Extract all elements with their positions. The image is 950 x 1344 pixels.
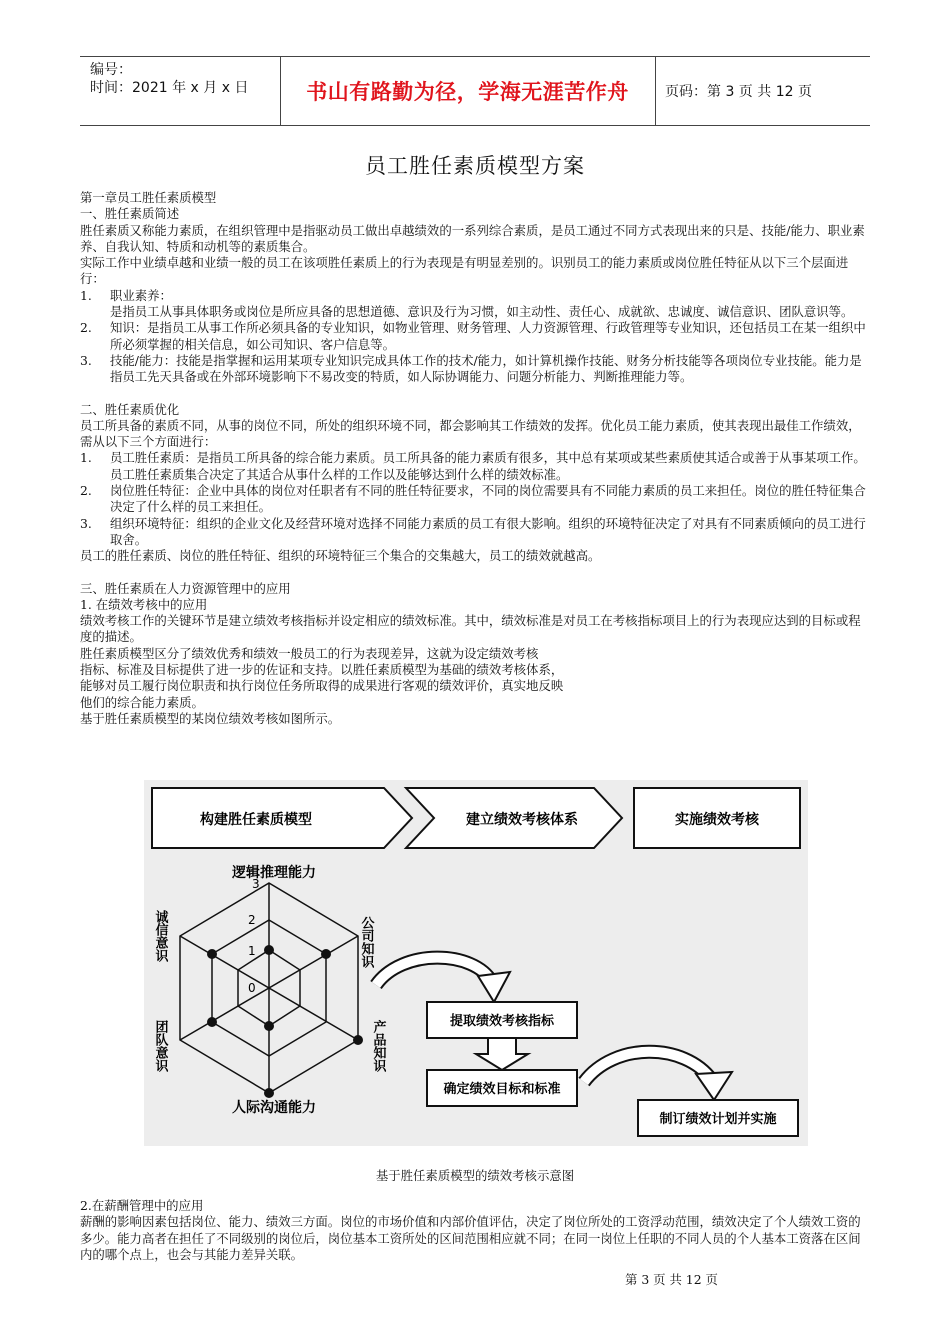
radar-scale-1: 1	[248, 944, 256, 958]
list-number: 3.	[80, 352, 92, 368]
diagram-canvas	[144, 780, 808, 1146]
radar-scale-3: 3	[252, 877, 260, 891]
list-item	[80, 516, 872, 549]
list-number: 1.	[80, 287, 92, 303]
paragraph: 实际工作中业绩卓越和业绩一般的员工在该项胜任素质上的行为表现是有明显差别的。识别员工的能力素质或岗位胜任特征从以下三个层面进行：	[80, 255, 849, 287]
header-divider	[655, 57, 656, 125]
list-detail: 是指员工从事具体职务或岗位是所应具备的思想道德、意识及行为习惯，如主动性、责任心、成就欲、忠诚度、诚信意识、团队意识等。	[110, 304, 854, 320]
paragraph: 胜任素质又称能力素质，在组织管理中是指驱动员工做出卓越绩效的一系列综合素质，是员工通过不同方式表现出来的只是、技能/能力、职业素养、自我认知、特质和动机等的素质集合。	[80, 222, 865, 254]
radar-scale-0: 0	[248, 981, 256, 995]
list-text: 职业素养：	[110, 287, 172, 303]
sub-heading: 2.在薪酬管理中的应用	[80, 1198, 204, 1213]
list-text: 技能/能力：技能是指掌握和运用某项专业知识完成具体工作的技术/能力，如计算机操作技能、财务分析技能等各项岗位专业技能。能力是指员工先天具备或在外部环境影响下不易改变的特质，如人际协调能力、问题分析能力、判断推理能力等。	[110, 352, 862, 385]
list-number: 1.	[80, 450, 92, 466]
text-line: 能够对员工履行岗位职责和执行岗位任务所取得的成果进行客观的绩效评价，真实地反映	[80, 678, 564, 694]
list-item	[80, 353, 872, 386]
list-text: 岗位胜任特征：企业中具体的岗位对任职者有不同的胜任特征要求，不同的岗位需要具有不同能力素质的员工来担任。岗位的胜任特征集合决定了什么样的员工来担任。	[110, 483, 866, 515]
header-page-label: 页码：第 3 页 共 12 页	[665, 84, 812, 100]
radar-scale-2: 2	[248, 913, 256, 927]
document-title: 员工胜任素质模型方案	[365, 154, 585, 178]
section-heading: 二、胜任素质优化	[80, 401, 180, 417]
chapter-heading: 第一章员工胜任素质模型	[80, 190, 217, 205]
code-label: 编号：	[90, 62, 132, 78]
radar-axis-left-upper: 诚信意识	[152, 910, 168, 962]
box-set-targets-label: 确定绩效目标和标准	[443, 1082, 561, 1097]
list-text: 组织环境特征：组织的企业文化及经营环境对选择不同能力素质的员工有很大影响。组织的环境特征决定了对具有不同素质倾向的员工进行取舍。	[110, 515, 866, 547]
sub-heading: 1. 在绩效考核中的应用	[80, 596, 208, 612]
list-item	[80, 288, 872, 304]
list-number: 2.	[80, 483, 92, 499]
figure-caption: 基于胜任素质模型的绩效考核示意图	[375, 1168, 575, 1183]
list-item	[80, 450, 872, 483]
list-number: 3.	[80, 515, 92, 531]
time-label: 时间：2021 年 x 月 x 日	[90, 80, 249, 96]
page-header	[80, 56, 870, 126]
performance-diagram	[144, 780, 808, 1146]
paragraph: 绩效考核工作的关键环节是建立绩效考核指标并设定相应的绩效标准。其中，绩效标准是对员工在考核指标项目上的行为表现应达到的目标或程度的描述。	[80, 613, 861, 645]
radar-axis-bottom: 人际沟通能力	[232, 1100, 316, 1116]
document-body	[80, 190, 872, 727]
list-item	[80, 320, 872, 353]
section-heading: 三、胜任素质在人力资源管理中的应用	[80, 580, 291, 596]
document-body-continued	[80, 1198, 872, 1263]
header-motto: 书山有路勤为径，学海无涯苦作舟	[306, 80, 629, 104]
flow-step-3-label: 实施绩效考核	[675, 812, 759, 828]
list-text: 知识：是指员工从事工作所必须具备的专业知识，如物业管理、财务管理、人力资源管理、行政管理等专业知识，还包括员工在某一组织中所必须掌握的相关信息，如公司知识、客户信息等。	[110, 320, 866, 352]
text-line: 指标、标准及目标提供了进一步的佐证和支持。以胜任素质模型为基础的绩效考核体系，	[80, 662, 564, 678]
flow-step-2-label: 建立绩效考核体系	[466, 812, 578, 828]
box-implement-plan-label: 制订绩效计划并实施	[659, 1112, 777, 1127]
list-text: 员工胜任素质：是指员工所具备的综合能力素质。员工所具备的能力素质有很多，其中总有某项或某些素质使其适合或善于从事某项工作。员工胜任素质集合决定了其适合从事什么样的工作以及能够达到什么样的绩效标准。	[110, 450, 866, 482]
text-line: 胜任素质模型区分了绩效优秀和绩效一般员工的行为表现差异，这就为设定绩效考核	[80, 645, 539, 661]
header-meta	[90, 61, 248, 97]
box-extract-indicators-label: 提取绩效考核指标	[449, 1014, 555, 1029]
paragraph: 员工所具备的素质不同，从事的岗位不同，所处的组织环境不同，都会影响其工作绩效的发挥。优化员工能力素质，使其表现出最佳工作绩效，需从以下三个方面进行：	[80, 417, 861, 450]
text-line: 基于胜任素质模型的某岗位绩效考核如图所示。	[80, 710, 341, 726]
flow-step-1-label: 构建胜任素质模型	[200, 812, 312, 828]
section-heading: 一、胜任素质简述	[80, 206, 180, 222]
paragraph: 薪酬的影响因素包括岗位、能力、绩效三方面。岗位的市场价值和内部价值评估，决定了岗位所处的工资浮动范围，绩效决定了个人绩效工资的多少。能力高者在担任了不同级别的岗位后，岗位基本工资所处的区间范围相应就不同；在同一岗位上任职的不同人员的个人基本工资落在区间内的哪个点上，也会与其能力差异关联。	[80, 1214, 861, 1262]
radar-axis-right-upper: 公司知识	[358, 916, 374, 968]
radar-axis-right-lower: 产品知识	[370, 1020, 386, 1072]
page-footer: 第 3 页 共 12 页	[625, 1272, 718, 1287]
radar-axis-left-lower: 团队意识	[152, 1020, 168, 1072]
list-item	[80, 483, 872, 516]
list-number: 2.	[80, 320, 92, 336]
text-line: 他们的综合能力素质。	[80, 694, 204, 710]
paragraph: 员工的胜任素质、岗位的胜任特征、组织的环境特征三个集合的交集越大，员工的绩效就越高。	[80, 548, 601, 564]
radar-axis-top: 逻辑推理能力	[232, 865, 316, 881]
